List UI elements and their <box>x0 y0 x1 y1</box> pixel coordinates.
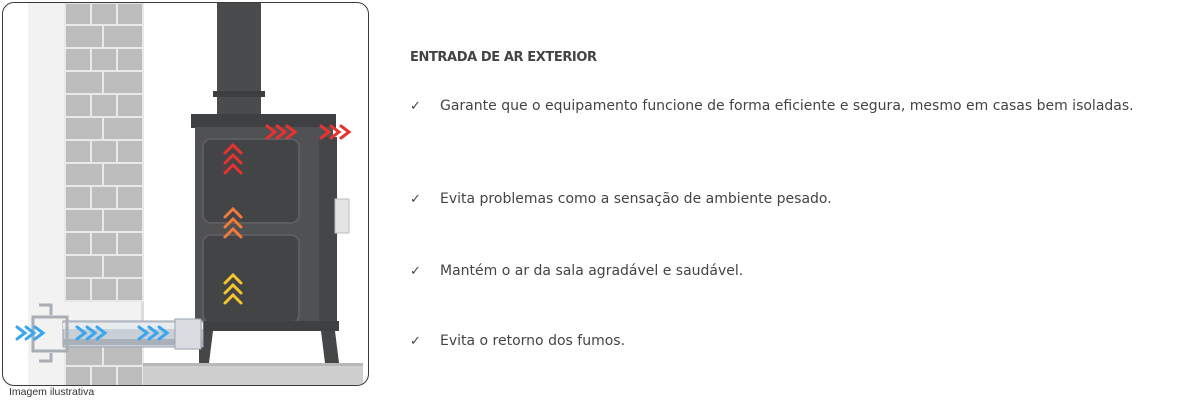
benefit-text: Evita o retorno dos fumos. <box>440 333 626 349</box>
image-caption: Imagem ilustrativa <box>9 386 95 398</box>
benefit-text: Mantém o ar da sala agradável e saudável. <box>440 263 744 279</box>
hearth <box>143 365 363 386</box>
benefit-item <box>410 96 1150 117</box>
benefit-item <box>410 189 1150 210</box>
stove-illustration <box>2 2 369 386</box>
benefit-item <box>410 261 1150 282</box>
benefit-text: Garante que o equipamento funcione de forma eficiente e segura, mesmo em casas bem isoladas. <box>440 98 1134 114</box>
check-icon: ✓ <box>410 99 421 114</box>
chimney-pipe <box>217 3 261 115</box>
benefit-item <box>410 331 1150 352</box>
benefit-text: Evita problemas como a sensação de ambiente pesado. <box>440 191 832 207</box>
check-icon: ✓ <box>410 264 421 279</box>
stove-diagram <box>3 3 369 386</box>
section-heading: ENTRADA DE AR EXTERIOR <box>410 50 597 65</box>
check-icon: ✓ <box>410 334 421 349</box>
stove-body <box>191 114 349 363</box>
check-icon: ✓ <box>410 192 421 207</box>
